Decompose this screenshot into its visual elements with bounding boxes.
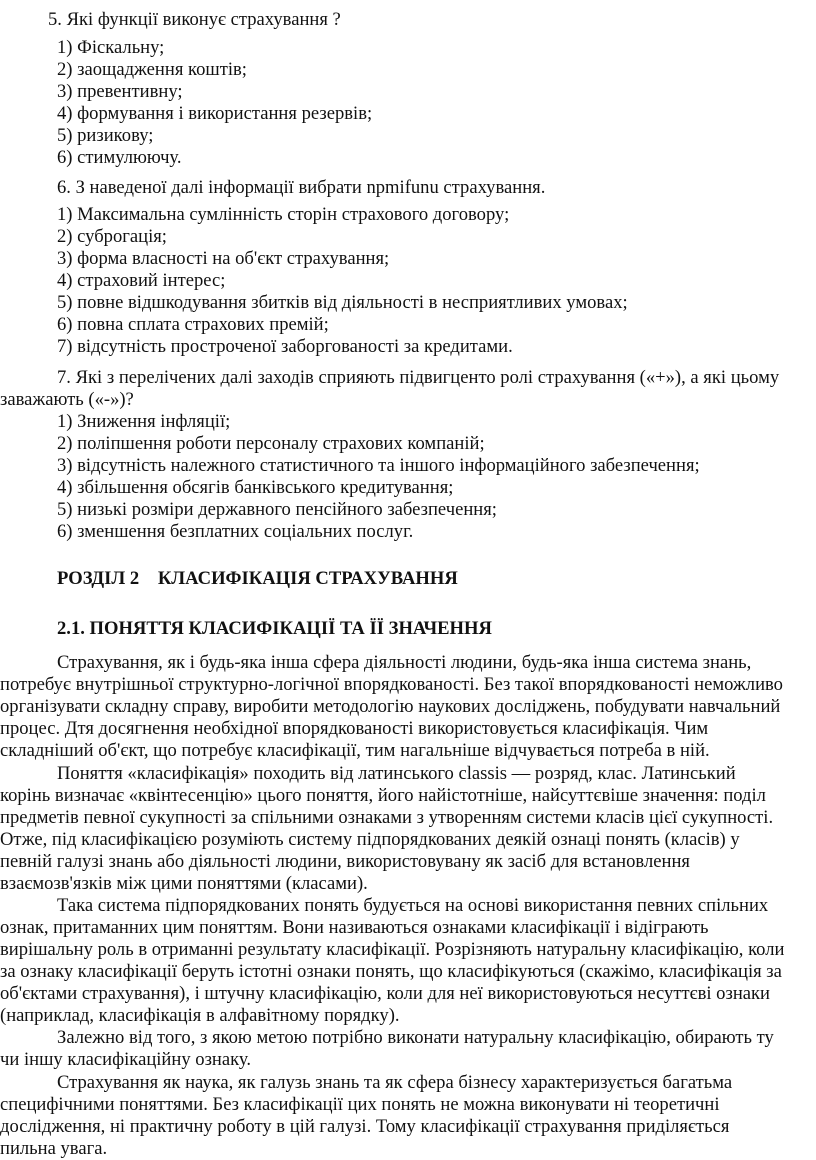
question-6: 6. З наведеної далі інформації вибрати npmifunu страхування. [57,177,546,198]
q6-option-1: 1) Максимальна сумлінність сторін страхового договору; [57,204,510,225]
paragraph-3-line-6: (наприклад, класифікація в алфавітному порядку). [0,1005,400,1026]
paragraph-4-line-1: Залежно від того, з якою метою потрібно виконати натуральну класифікацію, обирають ту [57,1027,774,1048]
q5-option-3: 3) превентивну; [57,81,183,102]
q6-option-4: 4) страховий інтерес; [57,270,226,291]
q5-option-5: 5) ризикову; [57,125,154,146]
paragraph-2-line-1: Поняття «класифікація» походить від латинського classis — розряд, клас. Латинський [57,763,736,784]
paragraph-4-line-2: чи іншу класифікаційну ознаку. [0,1049,251,1070]
paragraph-5-line-1: Страхування як наука, як галузь знань та як сфера бізнесу характеризується багатьма [57,1072,733,1093]
q5-option-2: 2) заощадження коштів; [57,59,247,80]
q6-option-2: 2) суброгація; [57,226,167,247]
q6-option-5: 5) повне відшкодування збитків від діяльності в несприятливих умовах; [57,292,628,313]
paragraph-5-line-2: специфічними поняттями. Без класифікації цих понять не можна виконувати ні теоретичні [0,1094,720,1115]
section-heading: РОЗДІЛ 2 КЛАСИФІКАЦІЯ СТРАХУВАННЯ [57,568,458,589]
paragraph-2-line-4: Отже, під класифікацією розуміють систему підпорядкованих деякій ознаці понять (класів) у [0,829,740,850]
paragraph-2-line-6: взаємозв'язків між цими поняттями (класами). [0,873,368,894]
paragraph-1-line-2: потребує внутрішньої структурно-логічної впорядкованості. Без такої впорядкованості неможливо [0,674,783,695]
question-7-line-1: 7. Які з перелічених далі заходів сприяють підвигценто ролі страхування («+»), а які цьому [57,367,780,388]
q7-option-4: 4) збільшення обсягів банківського кредитування; [57,477,454,498]
q7-option-5: 5) низькі розміри державного пенсійного забезпечення; [57,499,497,520]
question-5: 5. Які функції виконує страхування ? [48,9,341,30]
paragraph-1-line-5: складніший об'єкт, що потребує класифікації, тим нагальніше відчувається потреба в ній. [0,740,710,761]
paragraph-1-line-4: процес. Дтя досягнення необхідної впорядкованості використовується класифікація. Чим [0,718,709,739]
paragraph-3-line-5: об'єктами страхування), і штучну класифікацію, коли для неї використовуються несуттєві ознаки [0,983,771,1004]
q7-option-2: 2) поліпшення роботи персоналу страхових компаній; [57,433,485,454]
paragraph-2-line-5: певній галузі знань або діяльності людини, використовувану як засіб для встановлення [0,851,690,872]
paragraph-3-line-3: вирішальну роль в отриманні результату класифікації. Розрізняють натуральну класифікацію, коли [0,939,785,960]
paragraph-3-line-2: ознак, притаманних цим поняттям. Вони називаються ознаками класифікації і відіграють [0,917,709,938]
paragraph-1-line-3: організувати складну справу, виробити методологію наукових досліджень, побудувати навчальний [0,696,781,717]
subsection-heading: 2.1. ПОНЯТТЯ КЛАСИФІКАЦІЇ ТА ЇЇ ЗНАЧЕННЯ [57,618,492,639]
question-7-line-2: заважають («-»)? [0,389,134,410]
q7-option-1: 1) Зниження інфляції; [57,411,231,432]
q5-option-1: 1) Фіскальну; [57,37,165,58]
q5-option-6: 6) стимулюючу. [57,147,182,168]
paragraph-2-line-3: предметів певної сукупності за спільними ознаками з утворенням системи класів цієї сукупності. [0,807,774,828]
paragraph-3-line-4: за ознаку класифікації беруть істотні ознаки понять, що класифікуються (скажімо, класифікація за [0,961,782,982]
q6-option-3: 3) форма власності на об'єкт страхування; [57,248,390,269]
paragraph-5-line-3: дослідження, ні практичну роботу в цій галузі. Тому класифікації страхування приділяється [0,1116,730,1137]
q6-option-7: 7) відсутність простроченої заборгованості за кредитами. [57,336,513,357]
paragraph-3-line-1: Така система підпорядкованих понять будується на основі використання певних спільних [57,895,769,916]
q5-option-4: 4) формування і використання резервів; [57,103,373,124]
q7-option-3: 3) відсутність належного статистичного та іншого інформаційного забезпечення; [57,455,700,476]
q6-option-6: 6) повна сплата страхових премій; [57,314,329,335]
paragraph-5-line-4: пильна увага. [0,1138,108,1159]
q7-option-6: 6) зменшення безплатних соціальних послуг. [57,521,414,542]
paragraph-1-line-1: Страхування, як і будь-яка інша сфера діяльності людини, будь-яка інша система знань, [57,652,752,673]
paragraph-2-line-2: корінь визначає «квінтесенцію» цього поняття, його найістотніше, найсуттєвіше значення: поділ [0,785,766,806]
